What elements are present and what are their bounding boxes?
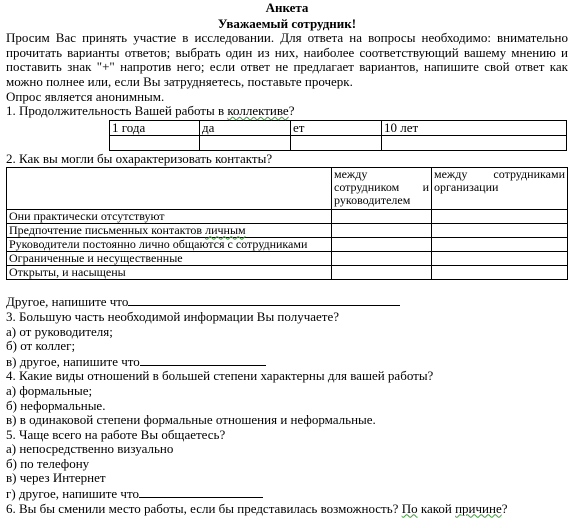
question-5-option-other bbox=[6, 486, 568, 502]
tenure-option[interactable]: 1 года bbox=[110, 120, 200, 135]
anonymous-note: Опрос является анонимным. bbox=[6, 88, 165, 104]
other-line-blank[interactable] bbox=[128, 294, 400, 306]
tenure-answer-cell[interactable] bbox=[382, 135, 567, 150]
contacts-answer-cell[interactable] bbox=[432, 224, 568, 238]
question-5-option[interactable]: а) непосредственно визуально bbox=[6, 441, 174, 457]
contacts-col-colleagues: между сотрудниками организации bbox=[432, 168, 568, 210]
tenure-answer-cell[interactable] bbox=[200, 135, 291, 150]
contacts-answer-cell[interactable] bbox=[432, 266, 568, 280]
question-3-blank[interactable] bbox=[140, 354, 266, 366]
question-3-option[interactable]: а) от руководителя; bbox=[6, 323, 113, 339]
question-4-option[interactable]: б) неформальные. bbox=[6, 397, 106, 413]
tenure-answer-cell[interactable] bbox=[110, 135, 200, 150]
contacts-answer-cell[interactable] bbox=[332, 252, 432, 266]
contacts-row bbox=[7, 224, 568, 238]
question-4: 4. Какие виды отношений в большей степени характерны для вашей работы? bbox=[6, 368, 434, 384]
page-subtitle: Уважаемый сотрудник! bbox=[217, 15, 357, 31]
contacts-header-empty bbox=[7, 168, 332, 210]
question-5-blank[interactable] bbox=[139, 486, 263, 498]
contacts-row bbox=[7, 252, 568, 266]
tenure-answer-cell[interactable] bbox=[291, 135, 382, 150]
tenure-option[interactable]: 10 лет bbox=[382, 120, 567, 135]
question-6-text: 6. Вы бы сменили место работы, если бы представилась возможность? bbox=[6, 500, 402, 516]
contacts-row-label-wavy: личным bbox=[205, 223, 246, 238]
contacts-table bbox=[6, 167, 568, 280]
contacts-row-label: Они практически отсутствуют bbox=[7, 210, 332, 224]
contacts-answer-cell[interactable] bbox=[432, 238, 568, 252]
question-1-suffix: ? bbox=[288, 103, 295, 119]
spacer bbox=[6, 280, 568, 294]
question-6-wavy-word: По bbox=[401, 500, 418, 516]
questionnaire-page bbox=[6, 0, 568, 516]
contacts-row-label: Открыты, и насыщены bbox=[7, 266, 332, 280]
question-5-option[interactable]: в) через Интернет bbox=[6, 470, 106, 486]
question-1-text: 1. Продолжительность Вашей работы в bbox=[6, 103, 228, 119]
contacts-row-label bbox=[7, 224, 332, 238]
contacts-answer-cell[interactable] bbox=[432, 210, 568, 224]
question-3-option-other bbox=[6, 354, 568, 370]
contacts-answer-cell[interactable] bbox=[332, 210, 432, 224]
question-3-option-other-label[interactable]: в) другое, напишите что bbox=[6, 353, 140, 369]
contacts-answer-cell[interactable] bbox=[332, 224, 432, 238]
question-6-wavy-word: причине bbox=[455, 500, 502, 516]
other-line-label: Другое, напишите что bbox=[6, 294, 129, 310]
contacts-row-label: Руководители постоянно лично общаются с сотрудниками bbox=[7, 238, 332, 252]
contacts-header-row bbox=[7, 168, 568, 210]
contacts-answer-cell[interactable] bbox=[432, 252, 568, 266]
question-4-option[interactable]: а) формальные; bbox=[6, 382, 93, 398]
question-1-wavy-word: коллективе bbox=[227, 103, 289, 119]
tenure-options-row bbox=[110, 120, 567, 135]
question-3: 3. Большую часть необходимой информации Вы получаете? bbox=[6, 308, 339, 324]
question-6-mid: какой bbox=[417, 500, 456, 516]
question-5-option-other-label[interactable]: г) другое, напишите что bbox=[6, 486, 139, 502]
other-line bbox=[6, 294, 568, 310]
question-3-option[interactable]: б) от коллег; bbox=[6, 338, 76, 354]
tenure-table bbox=[109, 120, 567, 151]
question-1 bbox=[6, 104, 568, 119]
contacts-row-label-text: Предпочтение письменных контактов bbox=[9, 223, 206, 238]
contacts-row bbox=[7, 266, 568, 280]
question-5: 5. Чаще всего на работе Вы общаетесь? bbox=[6, 426, 226, 442]
question-6-suffix: ? bbox=[501, 500, 508, 516]
contacts-row bbox=[7, 210, 568, 224]
contacts-answer-cell[interactable] bbox=[332, 238, 432, 252]
tenure-option[interactable]: да bbox=[200, 120, 291, 135]
contacts-row-label: Ограниченные и несущественные bbox=[7, 252, 332, 266]
question-2: 2. Как вы могли бы охарактеризовать контакты? bbox=[6, 150, 273, 166]
question-5-option[interactable]: б) по телефону bbox=[6, 455, 90, 471]
page-title: Анкета bbox=[265, 0, 309, 15]
intro-paragraph: Просим Вас принять участие в исследовании. Для ответа на вопросы необходимо: внимательно прочитать варианты ответов; выбрать один из них, наиболее соответствующий вашему мнению и поставить знак "+" напротив него; если ответ не предлагает вариантов, напишите свой ответ как можно полнее или, если Вы затрудняетесь, поставьте прочерк. bbox=[6, 30, 568, 89]
contacts-col-manager: между сотрудником и руководителем bbox=[332, 168, 432, 210]
question-6 bbox=[6, 502, 568, 517]
contacts-answer-cell[interactable] bbox=[332, 266, 432, 280]
contacts-row bbox=[7, 238, 568, 252]
tenure-option[interactable]: ет bbox=[291, 120, 382, 135]
tenure-answer-row bbox=[110, 135, 567, 150]
question-4-option[interactable]: в) в одинаковой степени формальные отношения и неформальные. bbox=[6, 412, 376, 428]
